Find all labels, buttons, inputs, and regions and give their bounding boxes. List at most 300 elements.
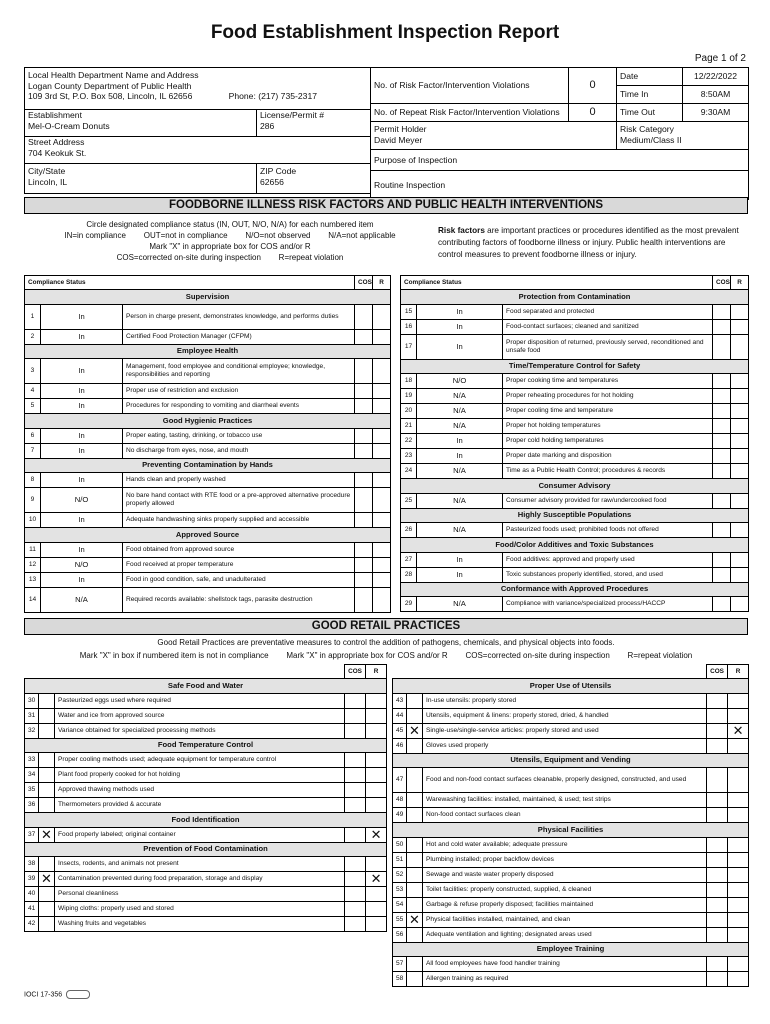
out-of-compliance-checkbox[interactable] [407,708,423,723]
out-of-compliance-checkbox[interactable] [39,753,55,768]
retail-practice-row [25,723,387,738]
retail-practice-row [393,738,749,753]
column-header-spacer [25,665,345,679]
health-department-cell [25,68,371,110]
item-description: Pasteurized eggs used where required [55,693,345,708]
cos-checkbox[interactable] [713,597,731,612]
repeat-checkbox[interactable] [373,572,391,587]
cos-checkbox[interactable] [713,419,731,434]
category-row [25,738,387,753]
cos-checkbox[interactable] [713,389,731,404]
cos-checkbox[interactable] [707,693,728,708]
category-row [25,528,391,543]
risk-factor-row [401,567,749,582]
item-number: 12 [25,557,41,572]
out-of-compliance-checkbox[interactable] [39,768,55,783]
repeat-checkbox[interactable] [728,912,749,927]
cos-checkbox[interactable] [707,708,728,723]
out-of-compliance-checkbox[interactable]: ✕ [39,827,55,842]
cos-checkbox[interactable] [355,329,373,344]
category-heading: Highly Susceptible Populations [401,508,749,523]
item-description: Time as a Public Health Control; procedures & records [503,464,713,479]
out-of-compliance-checkbox[interactable] [39,708,55,723]
repeat-checkbox[interactable] [728,927,749,942]
compliance-status[interactable]: In [41,443,123,458]
risk-factor-row [25,359,391,384]
out-of-compliance-checkbox[interactable] [39,887,55,902]
out-of-compliance-checkbox[interactable] [407,808,423,823]
cos-checkbox[interactable] [355,473,373,488]
item-number: 37 [25,827,39,842]
item-description: Gloves used properly [423,738,707,753]
license-value: 286 [260,120,275,131]
retail-practice-row [393,882,749,897]
retail-practice-row [25,827,387,842]
cos-checkbox[interactable] [355,304,373,329]
item-description: Plant food properly cooked for hot holding [55,768,345,783]
item-description: Warewashing facilities: installed, maintained, & used; test strips [423,793,707,808]
cos-checkbox[interactable] [707,837,728,852]
compliance-status[interactable]: In [417,319,503,334]
establishment-value: Mel-O-Cream Donuts [28,120,110,131]
compliance-status[interactable]: N/A [417,419,503,434]
out-of-compliance-checkbox[interactable] [407,693,423,708]
repeat-checkbox[interactable] [731,552,749,567]
repeat-checkbox[interactable] [366,902,387,917]
out-of-compliance-checkbox[interactable] [39,693,55,708]
compliance-status[interactable]: In [41,304,123,329]
risk-factor-row [25,384,391,399]
retail-instruction-2: Mark "X" in box if numbered item is not in compliance Mark "X" in appropriate box for COS and/or R COS=corrected on-site during inspection R=repeat violation [79,651,693,660]
compliance-status[interactable]: In [417,552,503,567]
cos-header: COS [355,276,373,290]
item-description: Proper reheating procedures for hot holding [503,389,713,404]
item-number: 6 [25,428,41,443]
compliance-status[interactable]: In [41,542,123,557]
item-description: Adequate handwashing sinks properly supplied and accessible [123,513,355,528]
item-number: 34 [25,768,39,783]
cos-checkbox[interactable] [713,319,731,334]
cos-checkbox[interactable] [355,428,373,443]
cos-checkbox[interactable] [713,449,731,464]
item-number: 15 [401,304,417,319]
cos-checkbox[interactable] [707,867,728,882]
cos-checkbox[interactable] [713,523,731,538]
item-description: No bare hand contact with RTE food or a pre-approved alternative procedure properly allowed [123,488,355,513]
item-number: 21 [401,419,417,434]
cos-checkbox[interactable] [713,404,731,419]
item-number: 2 [25,329,41,344]
repeat-checkbox[interactable] [731,304,749,319]
repeat-checkbox[interactable]: ✕ [728,723,749,738]
compliance-status[interactable]: In [41,513,123,528]
item-number: 1 [25,304,41,329]
item-description: Water and ice from approved source [55,708,345,723]
cos-checkbox[interactable] [355,399,373,414]
repeat-checkbox[interactable] [373,488,391,513]
compliance-status[interactable]: In [417,567,503,582]
item-description: Sewage and waste water properly disposed [423,867,707,882]
retail-right-table [392,664,749,987]
repeat-checkbox[interactable] [373,384,391,399]
risk-category-label: Risk Category [620,124,674,134]
cos-checkbox[interactable] [707,852,728,867]
compliance-status[interactable]: In [41,572,123,587]
foodborne-instruction-3: Mark "X" in appropriate box for COS and/or R [149,242,311,251]
category-row [393,942,749,957]
risk-factor-row [401,597,749,612]
compliance-status-header: Compliance Status [25,276,355,290]
category-row [393,679,749,694]
repeat-checkbox[interactable] [728,867,749,882]
cos-checkbox[interactable] [345,887,366,902]
repeat-checkbox[interactable] [728,897,749,912]
permit-holder-value: David Meyer [374,134,423,145]
category-row [401,508,749,523]
item-description: Physical facilities installed, maintained, and clean [423,912,707,927]
compliance-status[interactable]: In [41,359,123,384]
item-number: 26 [401,523,417,538]
column-header-row [401,276,749,290]
repeat-checkbox[interactable] [728,693,749,708]
cos-checkbox[interactable] [355,488,373,513]
compliance-status[interactable]: In [41,428,123,443]
compliance-status[interactable]: N/A [417,404,503,419]
license-cell [257,110,371,137]
repeat-checkbox[interactable] [373,399,391,414]
out-of-compliance-checkbox[interactable] [39,798,55,813]
risk-factor-row [25,557,391,572]
cos-checkbox[interactable] [713,334,731,359]
repeat-checkbox[interactable] [366,753,387,768]
out-of-compliance-checkbox[interactable] [407,927,423,942]
item-number: 54 [393,897,407,912]
foodborne-instruction-4: COS=corrected on-site during inspection R=repeat violation [116,253,344,262]
compliance-status-header: Compliance Status [401,276,713,290]
item-number: 13 [25,572,41,587]
cos-checkbox[interactable] [707,768,728,793]
category-heading: Food/Color Additives and Toxic Substances [401,538,749,553]
out-of-compliance-checkbox[interactable] [407,837,423,852]
cos-checkbox[interactable] [355,443,373,458]
repeat-checkbox[interactable] [731,493,749,508]
item-description: Insects, rodents, and animals not present [55,857,345,872]
permit-holder-cell [371,122,617,150]
item-description: Person in charge present, demonstrates knowledge, and performs duties [123,304,355,329]
form-footer [24,990,90,999]
cos-checkbox[interactable] [707,957,728,972]
out-of-compliance-checkbox[interactable] [407,882,423,897]
risk-factor-row [25,428,391,443]
repeat-checkbox[interactable] [373,443,391,458]
compliance-status[interactable]: In [417,334,503,359]
cos-checkbox[interactable] [345,723,366,738]
out-of-compliance-checkbox[interactable]: ✕ [407,912,423,927]
repeat-checkbox[interactable] [373,428,391,443]
item-number: 33 [25,753,39,768]
repeat-checkbox[interactable] [366,693,387,708]
repeat-checkbox[interactable] [731,434,749,449]
item-description: Proper cold holding temperatures [503,434,713,449]
item-number: 18 [401,374,417,389]
repeat-checkbox[interactable] [373,473,391,488]
retail-practice-row [25,798,387,813]
item-description: Hands clean and properly washed [123,473,355,488]
retail-section-heading: GOOD RETAIL PRACTICES [24,618,748,635]
repeat-checkbox[interactable] [373,329,391,344]
repeat-checkbox[interactable] [728,738,749,753]
item-number: 42 [25,917,39,932]
cos-checkbox[interactable] [345,827,366,842]
zip-cell [257,164,371,194]
cos-checkbox[interactable] [345,783,366,798]
item-description: Utensils, equipment & linens: properly stored, dried, & handled [423,708,707,723]
repeat-checkbox[interactable] [731,523,749,538]
cos-checkbox[interactable] [707,793,728,808]
repeat-checkbox[interactable] [366,783,387,798]
category-heading: Employee Health [25,344,391,359]
item-description: Variance obtained for specialized processing methods [55,723,345,738]
item-description: Proper disposition of returned, previously served, reconditioned and unsafe food [503,334,713,359]
item-description: Thermometers provided & accurate [55,798,345,813]
cos-header: COS [345,665,366,679]
repeat-checkbox[interactable] [373,304,391,329]
repeat-header: R [728,665,749,679]
cos-checkbox[interactable] [713,552,731,567]
item-number: 9 [25,488,41,513]
repeat-checkbox[interactable] [373,542,391,557]
repeat-checkbox[interactable] [366,887,387,902]
repeat-checkbox[interactable] [731,464,749,479]
risk-factor-row [401,419,749,434]
compliance-status[interactable]: N/A [41,587,123,612]
repeat-checkbox[interactable] [373,587,391,612]
risk-factors-note [438,225,744,261]
cos-checkbox[interactable] [713,374,731,389]
out-of-compliance-checkbox[interactable] [407,793,423,808]
cos-checkbox[interactable] [707,897,728,912]
cos-checkbox[interactable] [355,384,373,399]
cos-checkbox[interactable] [345,753,366,768]
repeat-checkbox[interactable] [731,334,749,359]
item-number: 38 [25,857,39,872]
item-description: Allergen training as required [423,972,707,987]
retail-practice-row [393,808,749,823]
cos-checkbox[interactable] [713,493,731,508]
out-of-compliance-checkbox[interactable] [407,852,423,867]
category-row [401,538,749,553]
cos-checkbox[interactable] [345,693,366,708]
out-of-compliance-checkbox[interactable] [407,867,423,882]
category-row [393,823,749,838]
cos-checkbox[interactable] [355,587,373,612]
compliance-status[interactable]: N/A [417,389,503,404]
cos-checkbox[interactable] [345,917,366,932]
retail-practice-row [25,887,387,902]
permit-holder-label: Permit Holder [374,124,427,134]
repeat-checkbox[interactable] [728,882,749,897]
category-heading: Approved Source [25,528,391,543]
cos-checkbox[interactable] [355,572,373,587]
out-of-compliance-checkbox[interactable] [407,768,423,793]
cos-checkbox[interactable] [707,808,728,823]
establishment-info-table [24,67,371,194]
retail-practice-row [25,783,387,798]
repeat-checkbox[interactable] [731,567,749,582]
health-department-name: Logan County Department of Public Health [28,80,192,91]
compliance-status[interactable]: In [417,449,503,464]
cos-checkbox[interactable] [345,798,366,813]
out-of-compliance-checkbox[interactable] [39,783,55,798]
repeat-checkbox[interactable] [366,768,387,783]
repeat-checkbox[interactable] [728,957,749,972]
category-heading: Conformance with Approved Procedures [401,582,749,597]
repeat-checkbox[interactable] [366,857,387,872]
repeat-checkbox[interactable] [728,837,749,852]
risk-factor-row [401,523,749,538]
repeat-checkbox[interactable] [728,852,749,867]
item-description: Approved thawing methods used [55,783,345,798]
risk-category-value: Medium/Class II [620,134,682,145]
compliance-status[interactable]: In [417,434,503,449]
out-of-compliance-checkbox[interactable] [39,902,55,917]
repeat-checkbox[interactable] [366,723,387,738]
cos-checkbox[interactable] [707,723,728,738]
risk-factor-row [25,399,391,414]
item-number: 14 [25,587,41,612]
out-of-compliance-checkbox[interactable] [407,972,423,987]
compliance-status[interactable]: N/A [417,464,503,479]
out-of-compliance-checkbox[interactable] [39,857,55,872]
risk-violations-value: 0 [569,68,617,104]
cos-checkbox[interactable] [355,542,373,557]
retail-practice-row [25,902,387,917]
cos-checkbox[interactable] [345,902,366,917]
cos-checkbox[interactable] [713,434,731,449]
cos-checkbox[interactable] [707,882,728,897]
cos-checkbox[interactable] [713,304,731,319]
repeat-checkbox[interactable]: ✕ [366,827,387,842]
repeat-checkbox[interactable] [731,597,749,612]
cos-checkbox[interactable] [707,738,728,753]
risk-factor-row [401,449,749,464]
repeat-checkbox[interactable] [731,319,749,334]
compliance-status[interactable]: In [417,304,503,319]
out-of-compliance-checkbox[interactable] [39,723,55,738]
out-of-compliance-checkbox[interactable]: ✕ [407,723,423,738]
item-description: Procedures for responding to vomiting and diarrheal events [123,399,355,414]
date-label: Date [617,68,683,86]
risk-factor-row [401,389,749,404]
repeat-checkbox[interactable] [373,557,391,572]
out-of-compliance-checkbox[interactable]: ✕ [39,872,55,887]
compliance-status[interactable]: N/A [417,493,503,508]
cos-checkbox[interactable] [355,557,373,572]
item-number: 3 [25,359,41,384]
time-in-value: 8:50AM [683,86,749,104]
risk-factor-row [401,319,749,334]
category-heading: Consumer Advisory [401,479,749,494]
category-row [25,290,391,305]
item-description: Pasteurized foods used; prohibited foods not offered [503,523,713,538]
compliance-status[interactable]: In [41,329,123,344]
foodborne-right-table [400,275,749,612]
item-number: 30 [25,693,39,708]
item-number: 40 [25,887,39,902]
item-number: 48 [393,793,407,808]
item-number: 47 [393,768,407,793]
repeat-checkbox[interactable] [366,917,387,932]
out-of-compliance-checkbox[interactable] [407,738,423,753]
risk-factor-row [25,572,391,587]
category-row [25,679,387,694]
compliance-status[interactable]: N/O [417,374,503,389]
cos-checkbox[interactable] [345,708,366,723]
category-heading: Safe Food and Water [25,679,387,694]
repeat-checkbox[interactable] [728,708,749,723]
item-number: 51 [393,852,407,867]
item-description: Management, food employee and conditional employee; knowledge, responsibilities and reporting [123,359,355,384]
cos-checkbox[interactable] [713,567,731,582]
compliance-status[interactable]: N/A [417,523,503,538]
compliance-status[interactable]: N/A [417,597,503,612]
compliance-status[interactable]: N/O [41,557,123,572]
form-number: IOCI 17-356 [24,991,63,999]
compliance-status[interactable]: In [41,384,123,399]
retail-practice-row [393,927,749,942]
repeat-checkbox[interactable] [366,708,387,723]
repeat-checkbox[interactable] [728,768,749,793]
cos-checkbox[interactable] [707,927,728,942]
establishment-cell [25,110,257,137]
item-number: 53 [393,882,407,897]
compliance-status[interactable]: In [41,473,123,488]
category-heading: Prevention of Food Contamination [25,842,387,857]
compliance-status[interactable]: In [41,399,123,414]
repeat-checkbox[interactable] [728,793,749,808]
cos-checkbox[interactable] [713,464,731,479]
item-number: 4 [25,384,41,399]
repeat-checkbox[interactable] [731,449,749,464]
cos-checkbox[interactable] [345,768,366,783]
repeat-checkbox[interactable] [731,374,749,389]
out-of-compliance-checkbox[interactable] [407,897,423,912]
repeat-checkbox[interactable] [373,359,391,384]
cos-checkbox[interactable] [707,972,728,987]
cos-checkbox[interactable] [707,912,728,927]
out-of-compliance-checkbox[interactable] [39,917,55,932]
cos-checkbox[interactable] [345,872,366,887]
repeat-checkbox[interactable] [373,513,391,528]
retail-practice-row [393,793,749,808]
repeat-checkbox[interactable]: ✕ [366,872,387,887]
repeat-checkbox[interactable] [366,798,387,813]
category-heading: Preventing Contamination by Hands [25,458,391,473]
cos-checkbox[interactable] [355,513,373,528]
cos-checkbox[interactable] [355,359,373,384]
out-of-compliance-checkbox[interactable] [407,957,423,972]
cos-checkbox[interactable] [345,857,366,872]
repeat-checkbox[interactable] [731,419,749,434]
repeat-checkbox[interactable] [731,389,749,404]
risk-factor-row [25,488,391,513]
compliance-status[interactable]: N/O [41,488,123,513]
repeat-checkbox[interactable] [728,972,749,987]
repeat-checkbox[interactable] [728,808,749,823]
item-description: Proper hot holding temperatures [503,419,713,434]
report-title: Food Establishment Inspection Report [210,22,560,43]
repeat-checkbox[interactable] [731,404,749,419]
